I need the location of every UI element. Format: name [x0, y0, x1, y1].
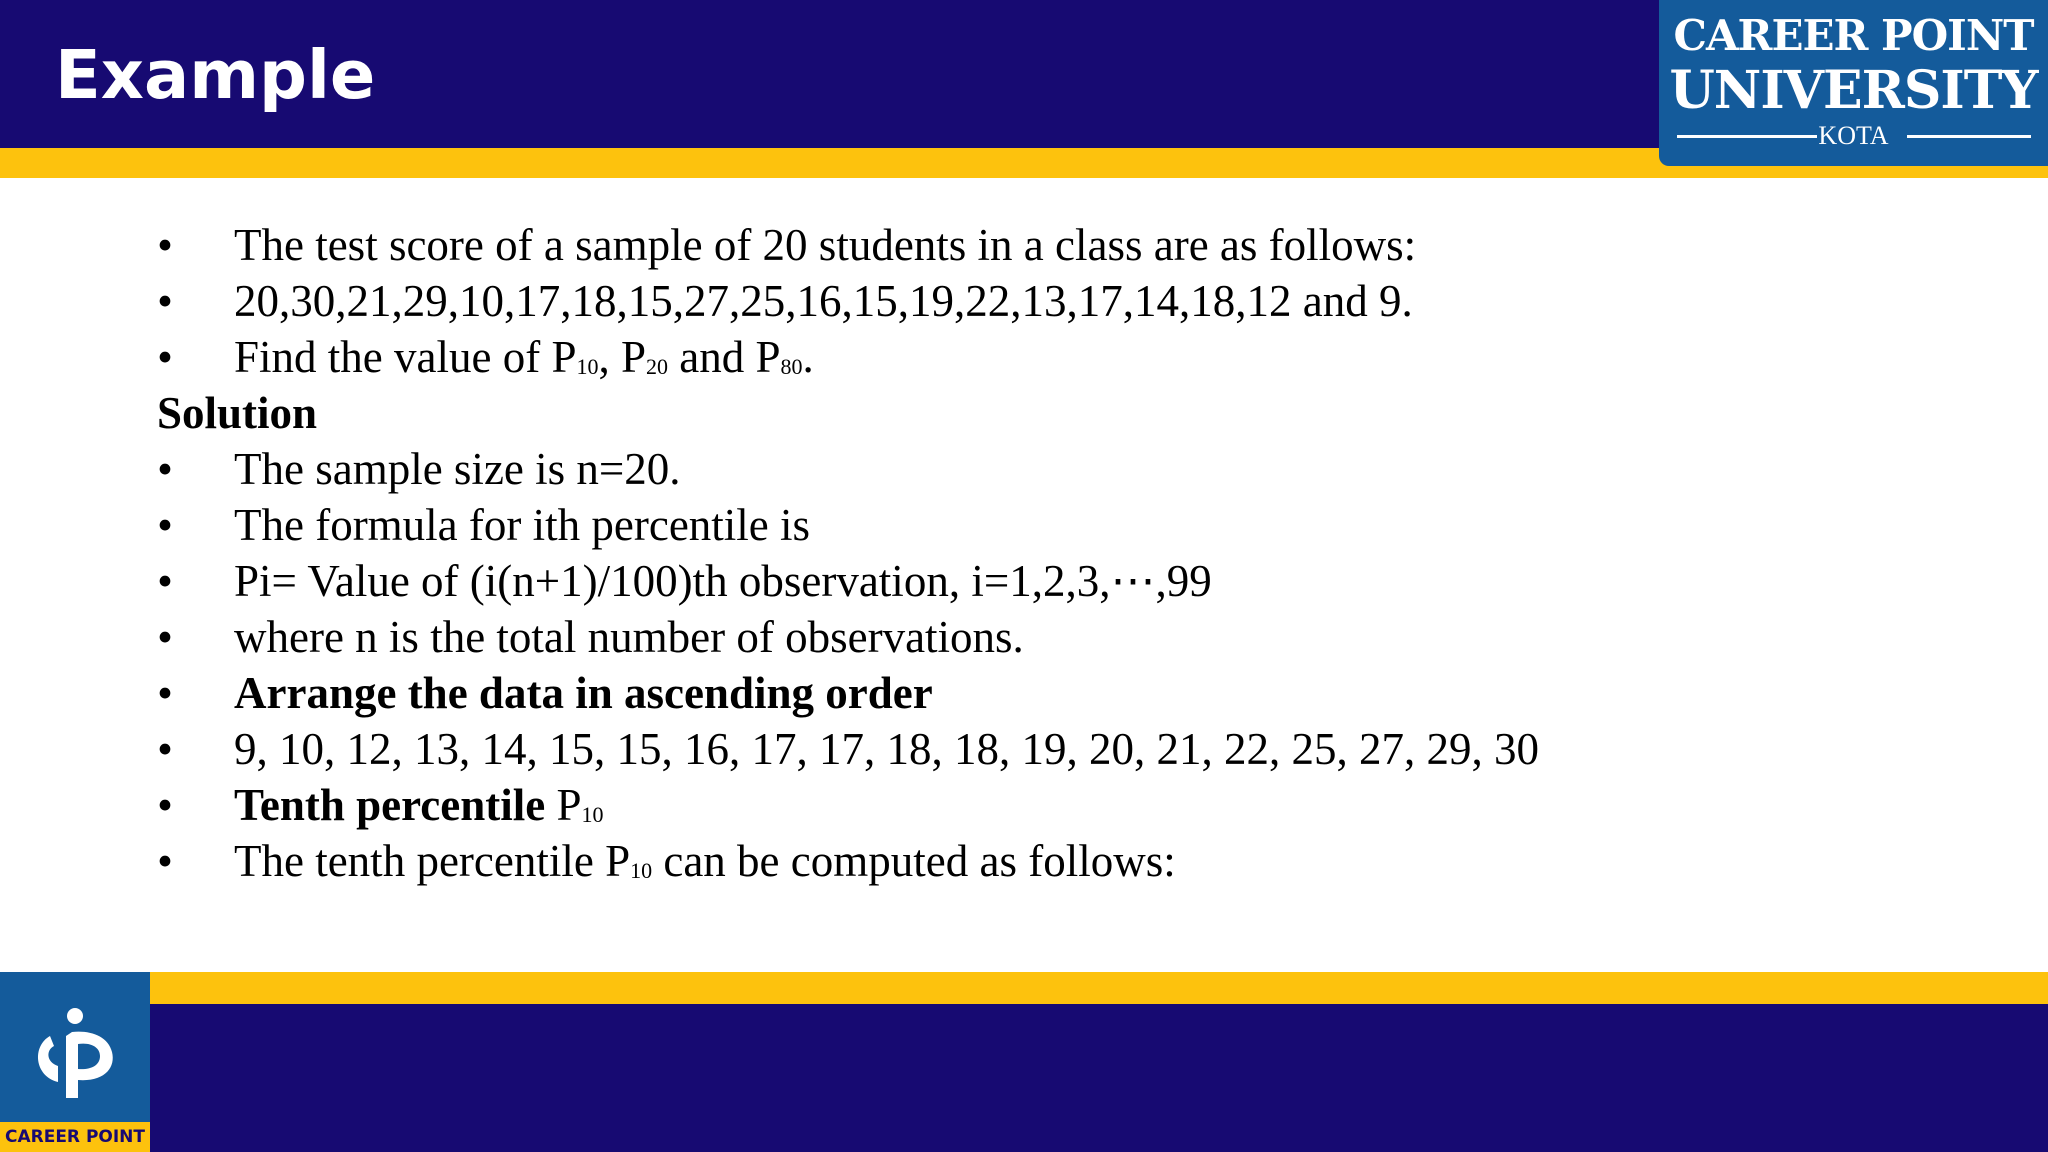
list-item: [0, 665, 2048, 721]
item-text: [234, 777, 604, 841]
text-run: The tenth percentile P: [234, 836, 631, 886]
subscript: 10: [630, 858, 653, 883]
bullet: •: [157, 332, 173, 382]
list-item: [0, 217, 2048, 273]
text-run: can be computed as follows:: [652, 836, 1176, 886]
solution-heading: Solution: [157, 388, 318, 438]
text-run: and P: [668, 332, 781, 382]
list-item: [0, 273, 2048, 329]
text-run: P: [545, 780, 582, 830]
text-run: Tenth percentile: [234, 780, 546, 830]
item-text: 9, 10, 12, 13, 14, 15, 15, 16, 17, 17, 18, 18, 19, 20, 21, 22, 25, 27, 29, 30: [234, 724, 1539, 774]
item-text: The sample size is n=20.: [234, 444, 681, 494]
list-item: [0, 441, 2048, 497]
bullet: •: [157, 780, 173, 830]
text-run: .: [802, 332, 814, 382]
footer-band: [150, 1004, 2048, 1152]
career-point-logo: [0, 972, 150, 1152]
slide-title: Example: [55, 36, 376, 114]
subscript: 20: [646, 354, 668, 379]
list-item: [0, 385, 2048, 441]
text-run: , P: [598, 332, 646, 382]
list-item: [0, 833, 2048, 889]
item-text: The formula for ith percentile is: [234, 500, 811, 550]
item-text: 20,30,21,29,10,17,18,15,27,25,16,15,19,22,13,17,14,18,12 and 9.: [234, 276, 1413, 326]
subscript: 80: [780, 354, 803, 379]
footer-stripe: [150, 972, 2048, 1004]
item-text: [234, 329, 814, 393]
text-run: Find the value of P: [234, 332, 577, 382]
list-item: [0, 497, 2048, 553]
bullet: •: [157, 836, 173, 886]
subscript: 10: [576, 354, 599, 379]
bullet: •: [157, 276, 173, 326]
item-text: Pi= Value of (i(n+1)/100)th observation, i=1,2,3,⋯,99: [234, 556, 1212, 606]
list-item: [0, 553, 2048, 609]
logo-line-university: UNIVERSITY: [1669, 60, 2038, 121]
item-text: [234, 833, 1176, 897]
bullet: •: [157, 220, 173, 270]
bullet: •: [157, 444, 173, 494]
bullet: •: [157, 668, 173, 718]
subscript: 10: [581, 802, 604, 827]
cp-logo-icon: [20, 1002, 130, 1102]
bullet: •: [157, 500, 173, 550]
cp-logo-label: CAREER POINT: [0, 1122, 150, 1152]
bullet: •: [157, 612, 173, 662]
list-item: [0, 329, 2048, 385]
logo-line-kota: KOTA: [1818, 121, 1889, 150]
item-text: The test score of a sample of 20 students in a class are as follows:: [234, 220, 1417, 270]
list-item: [0, 721, 2048, 777]
university-logo: [1659, 0, 2048, 166]
item-text: where n is the total number of observations.: [234, 612, 1024, 662]
bullet: •: [157, 724, 173, 774]
list-item: [0, 777, 2048, 833]
logo-line-career-point: CAREER POINT: [1673, 11, 2034, 60]
item-text: Arrange the data in ascending order: [234, 668, 933, 718]
list-item: [0, 609, 2048, 665]
bullet: •: [157, 556, 173, 606]
